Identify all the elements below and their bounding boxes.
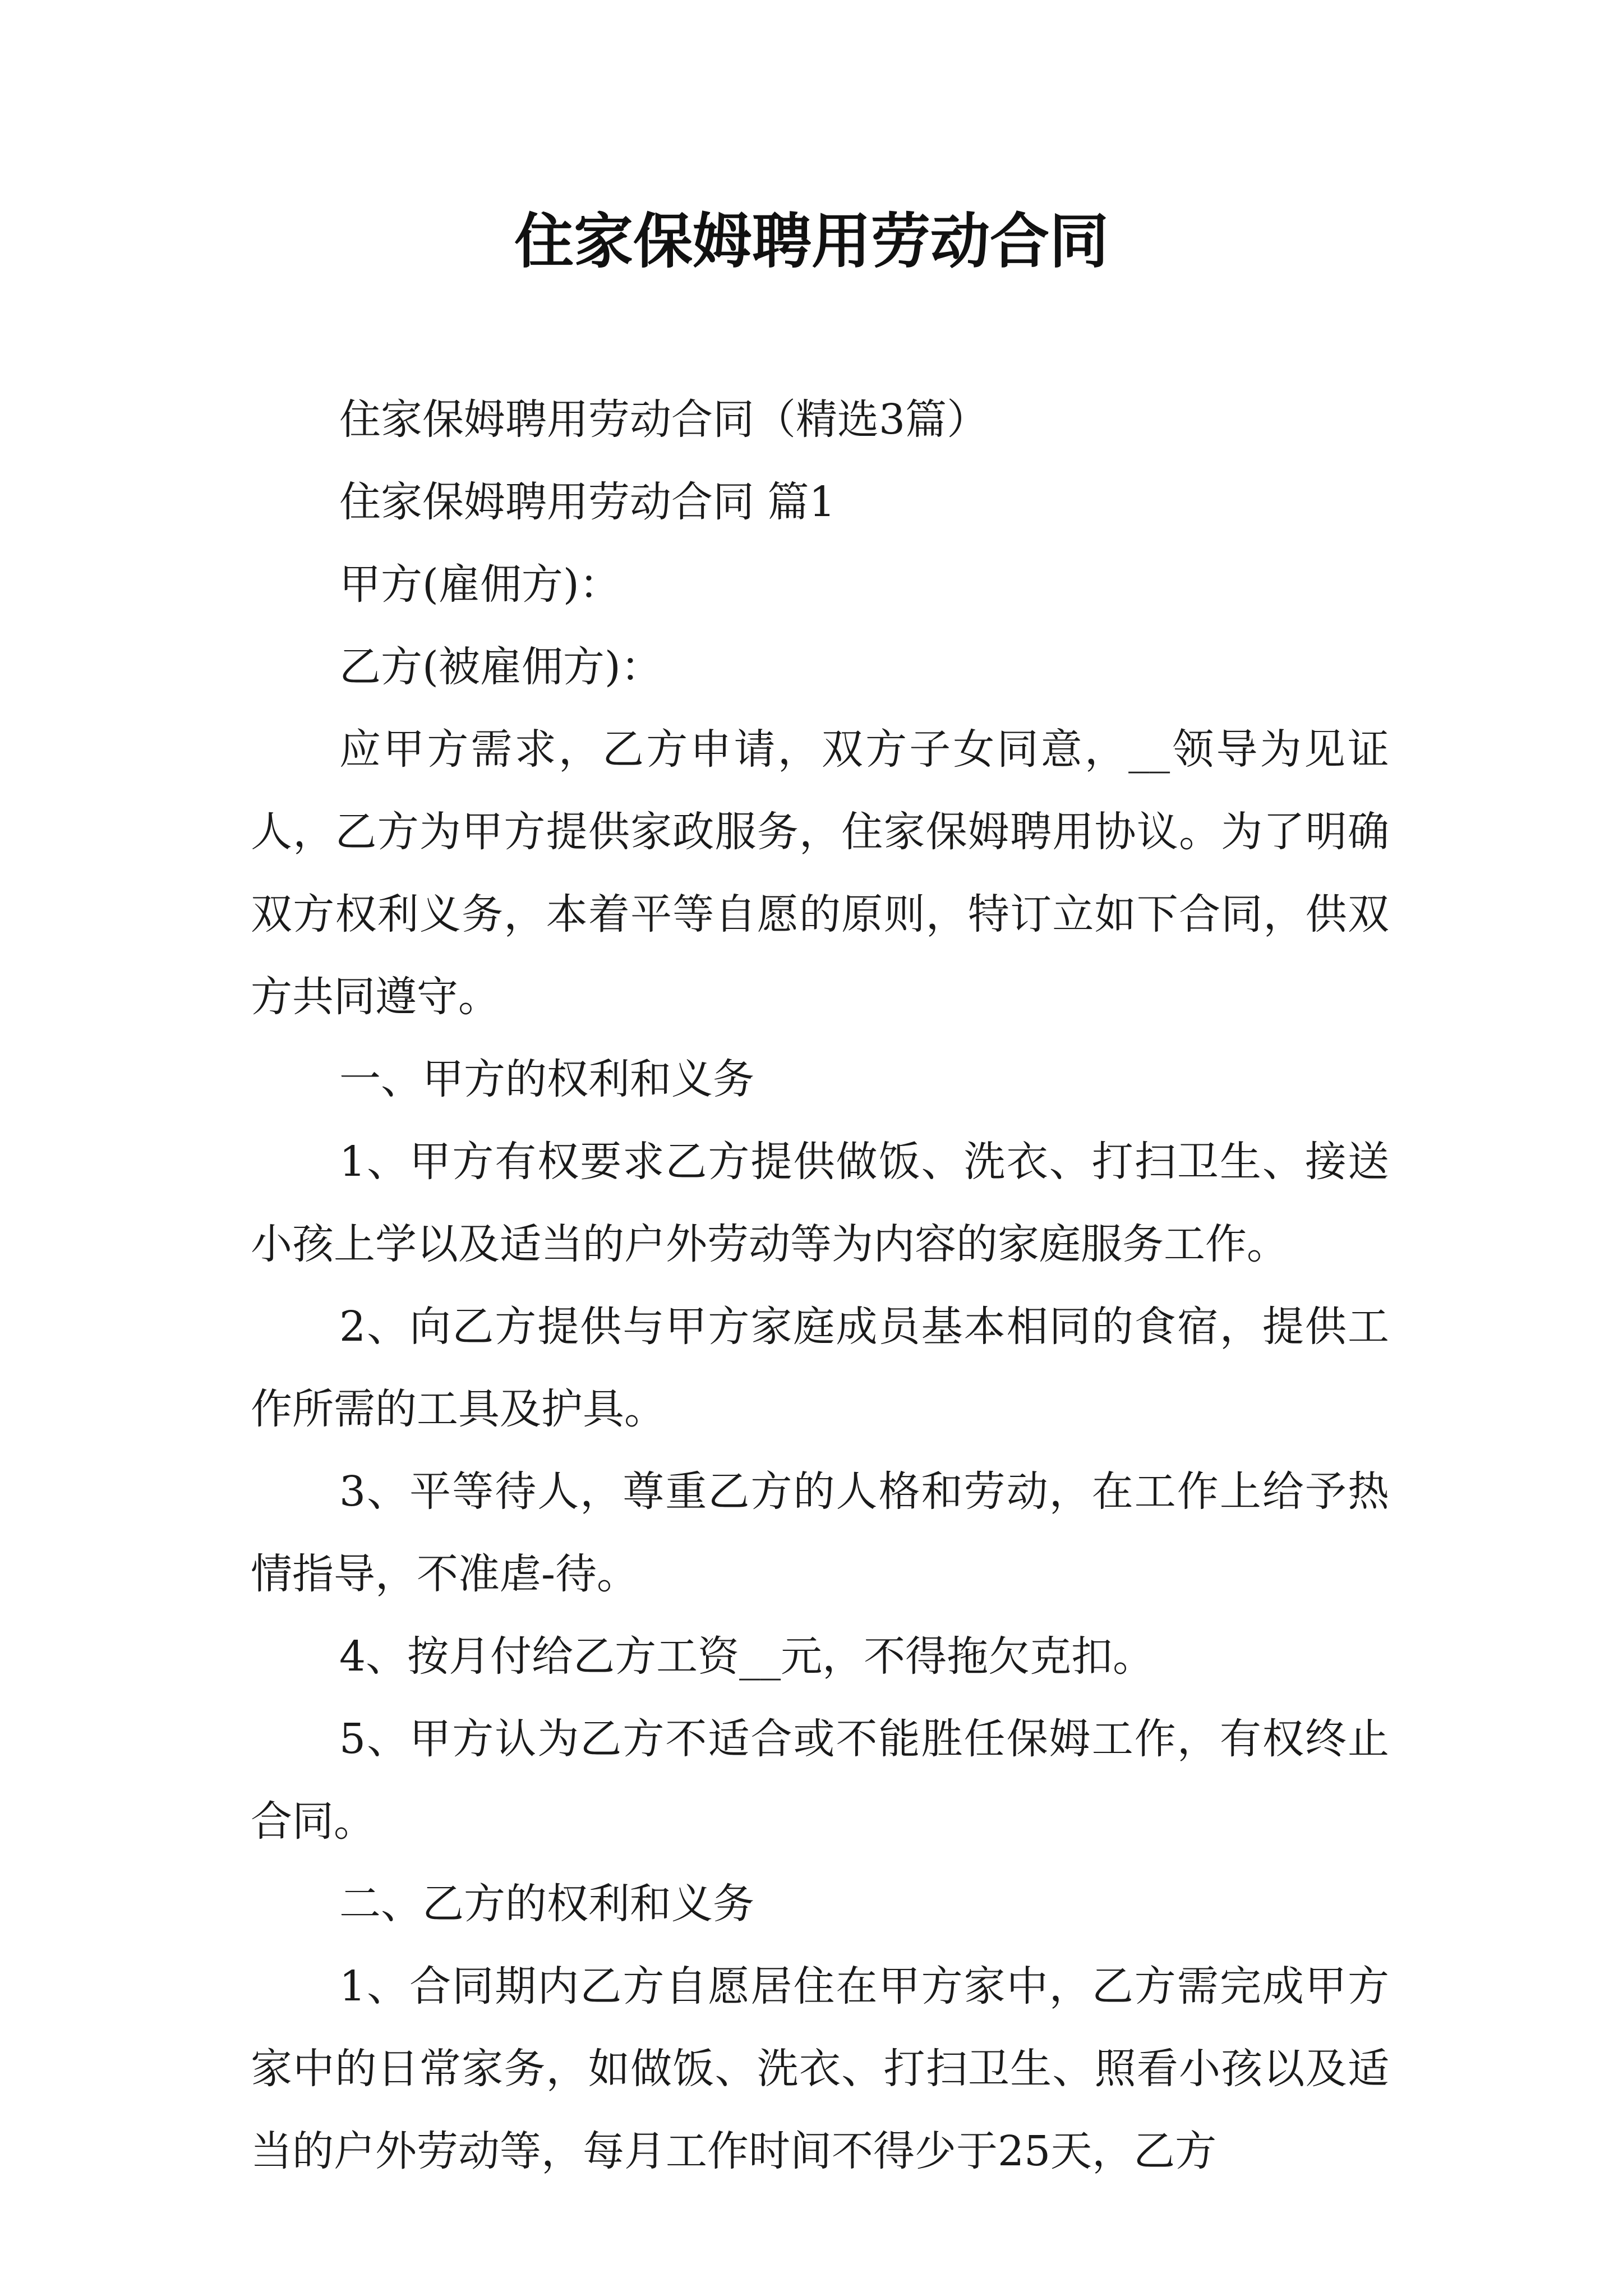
paragraph-subtitle: 住家保姆聘用劳动合同（精选3篇） <box>339 395 989 444</box>
paragraph-party-b: 乙方(被雇佣方)： <box>339 643 662 691</box>
paragraph-heading-party-b-rights: 二、乙方的权利和义务 <box>339 1880 754 1928</box>
paragraph-section-heading: 住家保姆聘用劳动合同 篇1 <box>339 478 836 526</box>
paragraph-party-a: 甲方(雇佣方)： <box>339 560 621 609</box>
document-body <box>251 379 1389 2193</box>
paragraph-clause: 2、向乙方提供与甲方家庭成员基本相同的食宿，提供工作所需的工具及护具。 <box>251 1303 1389 1433</box>
paragraph-heading-party-a-rights: 一、甲方的权利和义务 <box>339 1055 754 1103</box>
paragraph-clause: 4、按月付给乙方工资__元，不得拖欠克扣。 <box>339 1632 1155 1681</box>
paragraph-clause: 5、甲方认为乙方不适合或不能胜任保姆工作，有权终止合同。 <box>251 1715 1389 1846</box>
document-title: 住家保姆聘用劳动合同 <box>514 206 1109 276</box>
paragraph-clause: 1、甲方有权要求乙方提供做饭、洗衣、打扫卫生、接送小孩上学以及适当的户外劳动等为内容的家庭服务工作。 <box>251 1138 1389 1268</box>
paragraph-preamble: 应甲方需求，乙方申请，双方子女同意，__领导为见证人，乙方为甲方提供家政服务，住家保姆聘用协议。为了明确双方权利义务，本着平等自愿的原则，特订立如下合同，供双方共同遵守。 <box>251 725 1389 1021</box>
paragraph-clause: 1、合同期内乙方自愿居住在甲方家中，乙方需完成甲方家中的日常家务，如做饭、洗衣、打扫卫生、照看小孩以及适当的户外劳动等，每月工作时间不得少于25天，乙方 <box>251 1962 1389 2175</box>
paragraph-clause: 3、平等待人，尊重乙方的人格和劳动，在工作上给予热情指导，不准虐-待。 <box>251 1467 1389 1598</box>
